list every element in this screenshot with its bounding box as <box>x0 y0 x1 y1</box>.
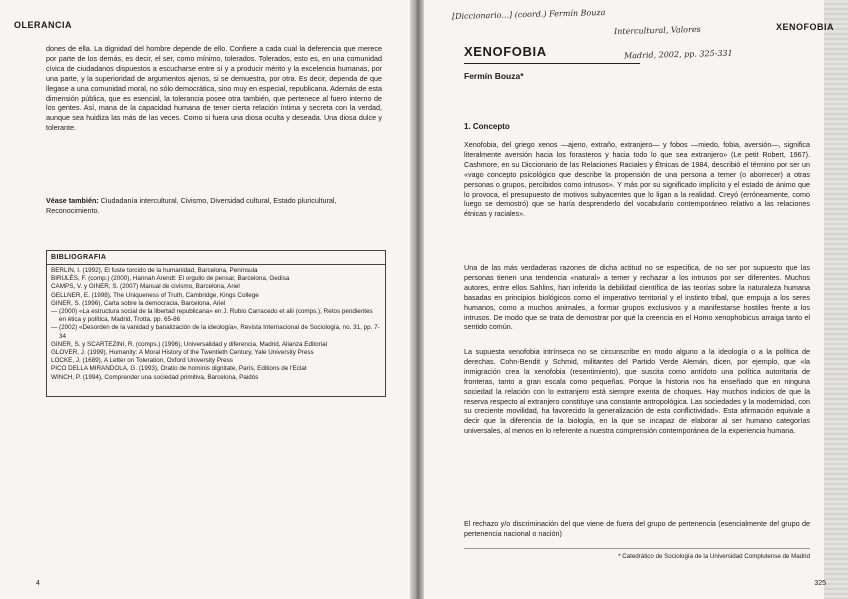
handwritten-annotation: Intercultural, Valores <box>613 24 701 37</box>
bibliography-entry: BERLIN, I. (1992), El fuste torcido de la humanidad, Barcelona, Península <box>51 267 258 274</box>
see-also-label: Véase también: <box>46 196 99 205</box>
bibliography-title: BIBLIOGRAFIA <box>51 254 107 261</box>
bibliography-entry: GINER, S. y SCARTEZINI, R. (comps.) (1996), Universalidad y diferencia, Madrid, Alianza Editorial <box>51 340 327 348</box>
bibliography-entry: GELLNER, E. (1998), The Uniqueness of Truth, Cambridge, Kings College <box>51 291 259 299</box>
bibliography-entry: LOCKE, J. (1689), A Letter on Toleration, Oxford University Press <box>51 357 233 365</box>
running-head-left: OLERANCIA <box>14 20 72 30</box>
left-page <box>0 0 410 599</box>
page-number-right: 325 <box>814 580 826 587</box>
section-heading: 1. Concepto <box>464 122 510 131</box>
handwritten-annotation: [Diccionario...] (coord.) Fermín Bouza <box>451 7 606 22</box>
title-underline <box>464 63 640 64</box>
bibliography-box <box>46 250 386 397</box>
article-author: Fermín Bouza* <box>464 71 524 81</box>
bibliography-entry: WINCH, P. (1994), Comprender una sociedad primitiva, Barcelona, Paidós <box>51 373 259 381</box>
author-footnote: * Catedrático de Sociología de la Universidad Complutense de Madrid <box>618 553 810 560</box>
bibliography-entry: — (2002) «Desorden de la vanidad y banalización de la ideología», Revista Internacional de Sociología, no. 31, pp. 7-34 <box>51 324 380 340</box>
tolerancia-closing-paragraph: dones de ella. La dignidad del hombre depende de ello. Confiere a cada cual la deferencia que merece por parte de los demás, es decir, el ser, como mínimo, tolerados. Tolerados, esto es, en una comunidad cívica de ciudadanos dispuestos a escucharse entre sí y a producir mérito y la excelencia humanas, por una parte, y la superioridad de argumentos ajenos, si se demuestra, por otra. Es decir, dependa de que llegase a una comunidad moral, no sólo democrática, sino muy en especial, republicana. Además de esta dimensión pública, que es esencial, la tolerancia posee otra también, que pertenece al fuero interno de los gentes. Así, mana de la capacidad humana de tener cierta relación íntima y secreta con la verdad, aunque sea huidiza las más de las veces. Como si fuera una diosa oculta y deseada. Una diosa dulce y tolerante. <box>46 44 383 133</box>
bibliography-divider <box>47 264 385 265</box>
bibliography-entry: GINER, S. (1996), Carta sobre la democracia, Barcelona, Ariel <box>51 299 226 307</box>
article-title: XENOFOBIA <box>464 44 547 59</box>
body-paragraph: Una de las más verdaderas razones de dicha actitud no se especifica, de no ser por supuesto que las personas tienen una tendencia «natural» a temer y rechazar a los intrusos por ser diferentes. Muchos autores, entre ellos Sahlins, han inferido la debilidad científica de las teorías sobre la naturaleza humana basadas en principios biológicos como el imperativo territorial y el instinto tribal, que empuja a los seres humanos, como a muchos animales, a formar grupos exclusivos y a manifestarse hostiles frente a los intrusos. De modo que se trata de demostrar por qué la creencia en el Homo xenophobicus arraiga tanto el sentido común. <box>464 263 810 332</box>
see-also-text: Ciudadanía intercultural, Civismo, Diversidad cultural, Estado pluricultural, Reconocimiento. <box>46 196 337 215</box>
book-gutter <box>410 0 424 599</box>
bibliography-list <box>51 267 381 382</box>
handwritten-annotation: Madrid, 2002, pp. 325-331 <box>623 48 733 61</box>
bibliography-entry: CAMPS, V. y GINER, S. (2007) Manual de civismo, Barcelona, Ariel <box>51 283 240 291</box>
body-paragraph: Xenofobia, del griego xenos —ajeno, extraño, extranjero— y fobos —miedo, fobia, aversión—, significa literalmente aversión hacia los forasteros y hacia todo lo que sea extranjero» (Le petit Robert, 1967). Cashmore, en su Diccionario de las Relaciones Raciales y Étnicas de 1984, describió el término por ser un «vago concepto psicológico que describe la propensión de una persona a temer (o aborrecer) a otras personas o grupos, percibidos como intrusos». Y más por su significado implícito y el estado de ánimo que lo provoca, el presupuesto de motivos subyacentes que lo ligan a la realidad. Creyó (erróneamente, como luego se demostró) que se haría desprenderlo del vocabulario contemporáneo relativo a las relaciones étnicas y raciales». <box>464 140 810 219</box>
see-also <box>46 196 382 215</box>
body-paragraph: La supuesta xenofobia intrínseca no se circunscribe en modo alguno a la ideología o a la política de derechas. Cohn-Bendit y Schmid, militantes del Partido Verde Alemán, dicen, por ejemplo, que «la inmigración crea la xenofobia (resentimiento), que suscita como antídoto una política autoritaria de fronteras, tanto a gran escala como pequeñas. Porque la historia nos ha enseñado que en ninguna sociedad la relación con lo extranjero está siempre exenta de choques. Hay muchos indicios de que la reserva respecto al extranjero constituye una constante antropológica. Las sociedades y la modernidad, con su creciente movilidad, ha favorecido la generalización de esta conflictividad». Esta afirmación equivale a decir que la diferencia de la biología, en la que se incapaz de elaborar al ser humano categorías universales, al menos en lo referente a nuestra comprensión contemporánea de la experiencia humana. <box>464 347 810 436</box>
body-paragraph: El rechazo y/o discriminación del que viene de fuera del grupo de pertenencia (esencialmente del grupo de pertenencia nacional o nación) <box>464 519 810 538</box>
bibliography-entry: PICO DELLA MIRANDOLA, G. (1993), Oratio de hominis dignitate, París, Editions de l'Eclat <box>51 365 307 373</box>
bibliography-entry: BIRULÉS, F. (comp.) (2000), Hannah Arendt: El orgullo de pensar, Barcelona, Gedisa <box>51 275 290 283</box>
running-head-right: XENOFOBIA <box>775 22 834 32</box>
right-page <box>424 0 848 599</box>
page-number-left: 4 <box>36 580 40 587</box>
page-edge-shadow <box>824 0 848 599</box>
footnote-divider <box>464 548 810 549</box>
bibliography-entry: — (2000) «La estructura social de la libertad republicana» en J. Rubio Carracedo et alii (comps.), Retos pendientes en ética y política, Madrid, Trotta, pp. 65-86 <box>51 308 373 324</box>
bibliography-entry: GLOVER, J. (1999), Humanity: A Moral History of the Twentieth Century, Yale University Press <box>51 349 314 357</box>
